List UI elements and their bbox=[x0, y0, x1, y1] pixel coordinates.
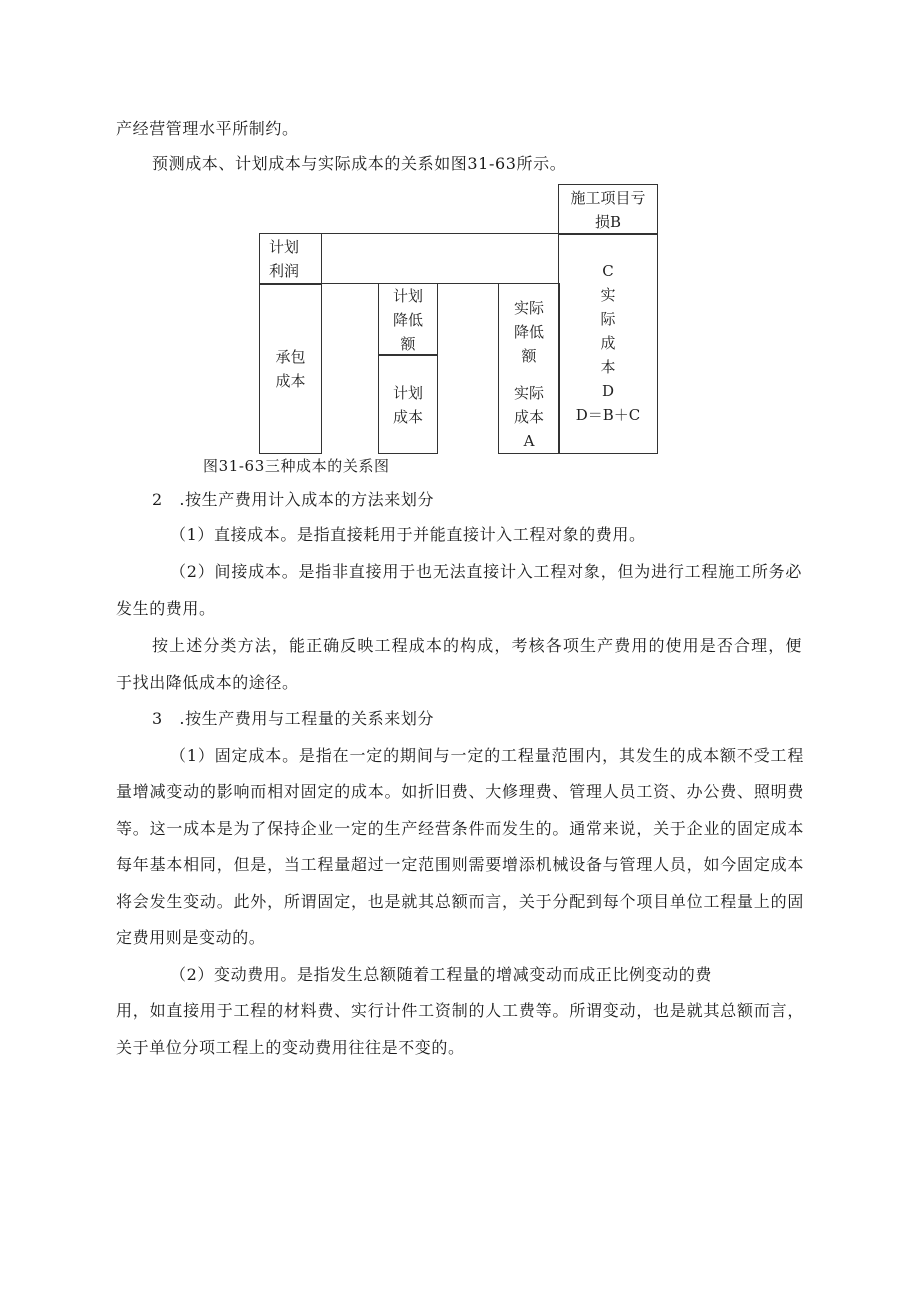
paragraph-line: 每年基本相同，但是，当工程量超过一定范围则需要增添机械设备与管理人员，如今固定成本 bbox=[116, 855, 804, 874]
paragraph-line: 关于单位分项工程上的变动费用往往是不变的。 bbox=[116, 1038, 465, 1057]
paragraph-line: （1）固定成本。是指在一定的期间与一定的工程量范围内，其发生的成本额不受工程 bbox=[170, 746, 804, 765]
section-heading: 2 .按生产费用计入成本的方法来划分 bbox=[152, 490, 435, 509]
figure-caption: 图31-63三种成本的关系图 bbox=[203, 457, 390, 475]
section-heading: 3 .按生产费用与工程量的关系来划分 bbox=[152, 709, 435, 728]
paragraph-line: （2）间接成本。是指非直接用于也无法直接计入工程对象，但为进行工程施工所务必 bbox=[170, 562, 802, 581]
paragraph-line: （1）直接成本。是指直接耗用于并能直接计入工程对象的费用。 bbox=[170, 525, 646, 544]
paragraph-line: 于找出降低成本的途径。 bbox=[116, 673, 299, 692]
planned-reduction-label: 计划 降低 额 bbox=[392, 287, 423, 353]
planned-profit-label: 计划 利润 bbox=[268, 238, 299, 280]
profit-band-top bbox=[321, 233, 560, 234]
paragraph-line: 发生的费用。 bbox=[116, 599, 216, 618]
paragraph-line: 按上述分类方法，能正确反映工程成本的构成，考核各项生产费用的使用是否合理，便 bbox=[152, 636, 802, 655]
actual-reduction-label: 实际 降低 额 bbox=[513, 299, 544, 365]
paragraph-line: 定费用则是变动的。 bbox=[116, 928, 266, 947]
paragraph-line: 产经营管理水平所制约。 bbox=[116, 119, 299, 138]
project-loss-label: 施工项目亏 损B bbox=[570, 189, 646, 231]
paragraph-line: 将会发生变动。此外，所谓固定，也是就其总额而言，关于分配到每个项目单位工程量上的固 bbox=[116, 892, 804, 911]
actual-cost-a-label: 实际 成本 A bbox=[513, 384, 544, 450]
paragraph-line: 用，如直接用于工程的材料费、实行计件工资制的人工费等。所谓变动，也是就其总额而言， bbox=[116, 1001, 804, 1020]
paragraph-line: 预测成本、计划成本与实际成本的关系如图31-63所示。 bbox=[152, 154, 567, 173]
actual-cost-d-label: C 实 际 成 本 D D＝B＋C bbox=[575, 262, 641, 424]
paragraph-line: （2）变动费用。是指发生总额随着工程量的增减变动而成正比例变动的费 bbox=[170, 965, 712, 984]
planned-cost-label: 计划 成本 bbox=[392, 384, 423, 426]
contract-cost-label: 承包 成本 bbox=[275, 348, 306, 390]
paragraph-line: 等。这一成本是为了保持企业一定的生产经营条件而发生的。通常来说，关于企业的固定成本 bbox=[116, 819, 804, 838]
paragraph-line: 量增减变动的影响而相对固定的成本。如折旧费、大修理费、管理人员工资、办公费、照明费 bbox=[116, 782, 804, 801]
